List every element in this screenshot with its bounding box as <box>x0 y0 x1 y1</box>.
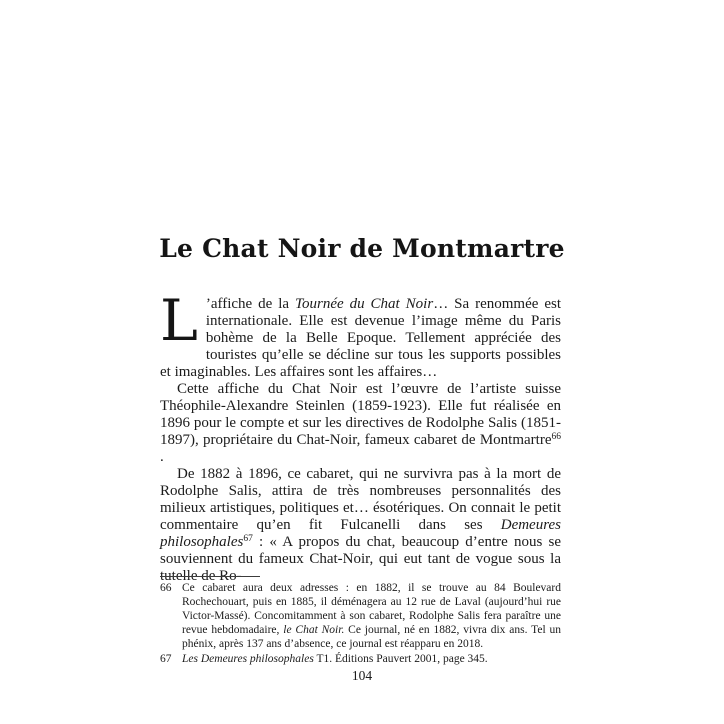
paragraph-3 <box>160 466 561 585</box>
paragraph-2-text: Cette affiche du Chat Noir est l’œuvre de l’artiste suisse Théophile-Alexandre Steinlen (1859-1923). Elle fut réalisée en 1896 pour le compte et sur les directives de Rodolphe Salis (1851-1897), propriétaire du Chat-Noir, fameux cabaret de Montmartre <box>160 381 561 448</box>
paragraph-2-text-rest: . <box>160 449 164 465</box>
paragraph-3-text-rest: : « A propos du chat, beaucoup d’entre nous se souviennent du fameux Chat-Noir, qui eut tant de vogue sous la tutelle de Ro- <box>160 534 561 584</box>
body-text <box>160 288 561 585</box>
paragraph-3-text: De 1882 à 1896, ce cabaret, qui ne survivra pas à la mort de Rodolphe Salis, attira de très nombreuses personnalités des milieux artistiques, politiques et… ésotériques. On connait le petit commentaire qu’en fit Fulcanelli dans ses <box>160 466 561 533</box>
paragraph-1-text: ’affiche de la <box>205 296 296 312</box>
paragraph-1-italic-title: Tournée du Chat Noir <box>295 296 434 312</box>
drop-cap: L <box>160 288 198 354</box>
footnote-66-italic-title: le Chat Noir. <box>283 623 345 636</box>
footnotes <box>160 582 561 667</box>
footnote-67 <box>160 653 561 667</box>
paragraph-2 <box>160 381 561 466</box>
footnote-66 <box>160 582 561 652</box>
page-number: 104 <box>351 668 373 683</box>
footnote-67-number: 67 <box>160 652 172 665</box>
paragraph-3-italic-title: Demeures philosophales <box>160 517 561 550</box>
paragraph-1 <box>160 288 561 381</box>
paragraph-1-text-rest: … Sa renommée est internationale. Elle est devenue l’image même du Paris bohème de la Belle Epoque. Tellement appréciée des touristes qu’elle se décline sur tous les supports possibles et imaginables. Les affaires sont les affaires… <box>160 296 561 380</box>
footnote-reference-67: 67 <box>243 534 253 544</box>
footnote-67-text: T1. Éditions Pauvert 2001, page 345. <box>313 652 488 665</box>
footnote-66-text-rest: Ce journal, né en 1882, vivra dix ans. Tel un phénix, après 137 ans d’absence, ce journal est réapparu en 2018. <box>182 623 561 650</box>
footnote-66-number: 66 <box>160 582 172 594</box>
footnote-reference-66: 66 <box>551 432 561 442</box>
footnote-66-text: Ce cabaret aura deux adresses : en 1882, il se trouve au 84 Boulevard Rochechouart, puis en 1885, il déménagera au 12 rue de Laval (aujourd’hui rue Victor-Massé). Concomitamment à son cabaret, Rodolphe Salis fera paraître une revue hebdomadaire, <box>182 582 561 636</box>
footnote-separator <box>160 576 260 577</box>
footnote-67-italic-title: Les Demeures philosophales <box>182 652 314 665</box>
chapter-title: Le Chat Noir de Montmartre <box>159 234 565 263</box>
